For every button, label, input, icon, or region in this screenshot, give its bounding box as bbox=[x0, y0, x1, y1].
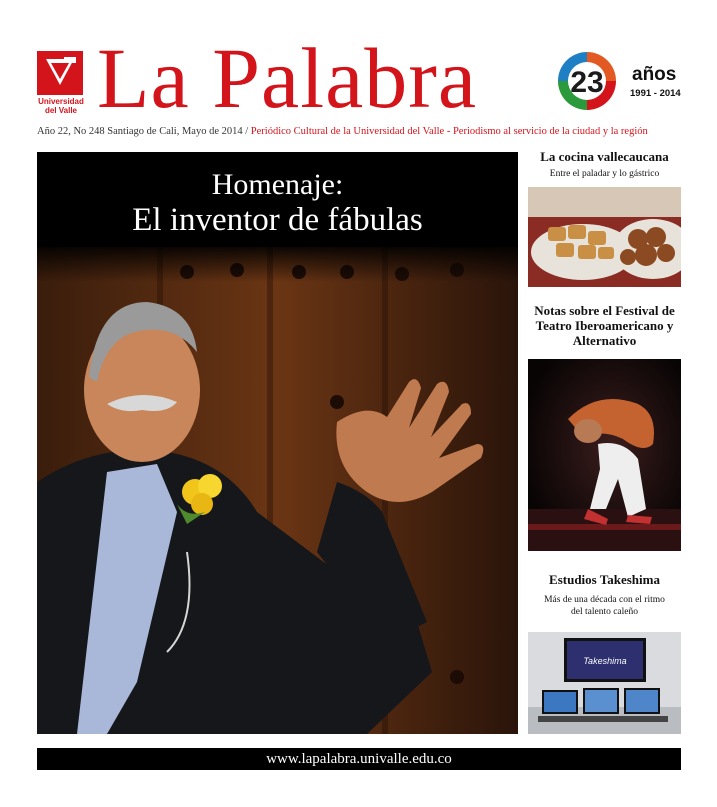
takeshima-photo bbox=[528, 632, 681, 734]
anniversary-number: 23 bbox=[570, 66, 604, 99]
cocina-photo bbox=[528, 187, 681, 287]
feature-headline-line2: El inventor de fábulas bbox=[132, 202, 423, 238]
feature-article[interactable] bbox=[37, 152, 518, 734]
story-subtitle: Entre el paladar y lo gástrico bbox=[549, 169, 660, 179]
story-title: La cocina vallecaucana bbox=[540, 149, 669, 164]
univalle-logo-text: Universidad del Valle bbox=[38, 97, 84, 115]
story-title: Notas sobre el Festival de Teatro Iberoamericano y Alternativo bbox=[534, 303, 675, 348]
issue-info: Año 22, No 248 Santiago de Cali, Mayo de 2014 / bbox=[37, 126, 251, 137]
story-subtitle: Más de una década con el ritmo del talento caleño bbox=[544, 595, 665, 617]
sidebar-story-cocina[interactable] bbox=[528, 149, 681, 180]
anniversary-years: 1991 - 2014 bbox=[630, 88, 681, 99]
feature-headline-line1: Homenaje: bbox=[211, 168, 344, 201]
anniversary-word: años bbox=[632, 64, 677, 85]
sidebar-story-festival[interactable] bbox=[528, 303, 681, 348]
issue-tagline: Periódico Cultural de la Universidad del Valle - Periodismo al servicio de la ciudad y la región bbox=[250, 126, 648, 137]
issue-line bbox=[37, 126, 687, 137]
story-title: Estudios Takeshima bbox=[549, 572, 660, 587]
footer-url[interactable]: www.lapalabra.univalle.edu.co bbox=[37, 748, 681, 770]
newspaper-title: La Palabra bbox=[97, 30, 478, 126]
sidebar-story-takeshima[interactable] bbox=[528, 572, 681, 618]
takeshima-screen-text: Takeshima bbox=[583, 656, 627, 666]
feature-headline bbox=[37, 152, 518, 247]
festival-photo bbox=[528, 359, 681, 551]
univalle-logo bbox=[37, 51, 89, 121]
univalle-shield-icon bbox=[37, 51, 83, 95]
anniversary-badge-icon bbox=[556, 50, 618, 112]
